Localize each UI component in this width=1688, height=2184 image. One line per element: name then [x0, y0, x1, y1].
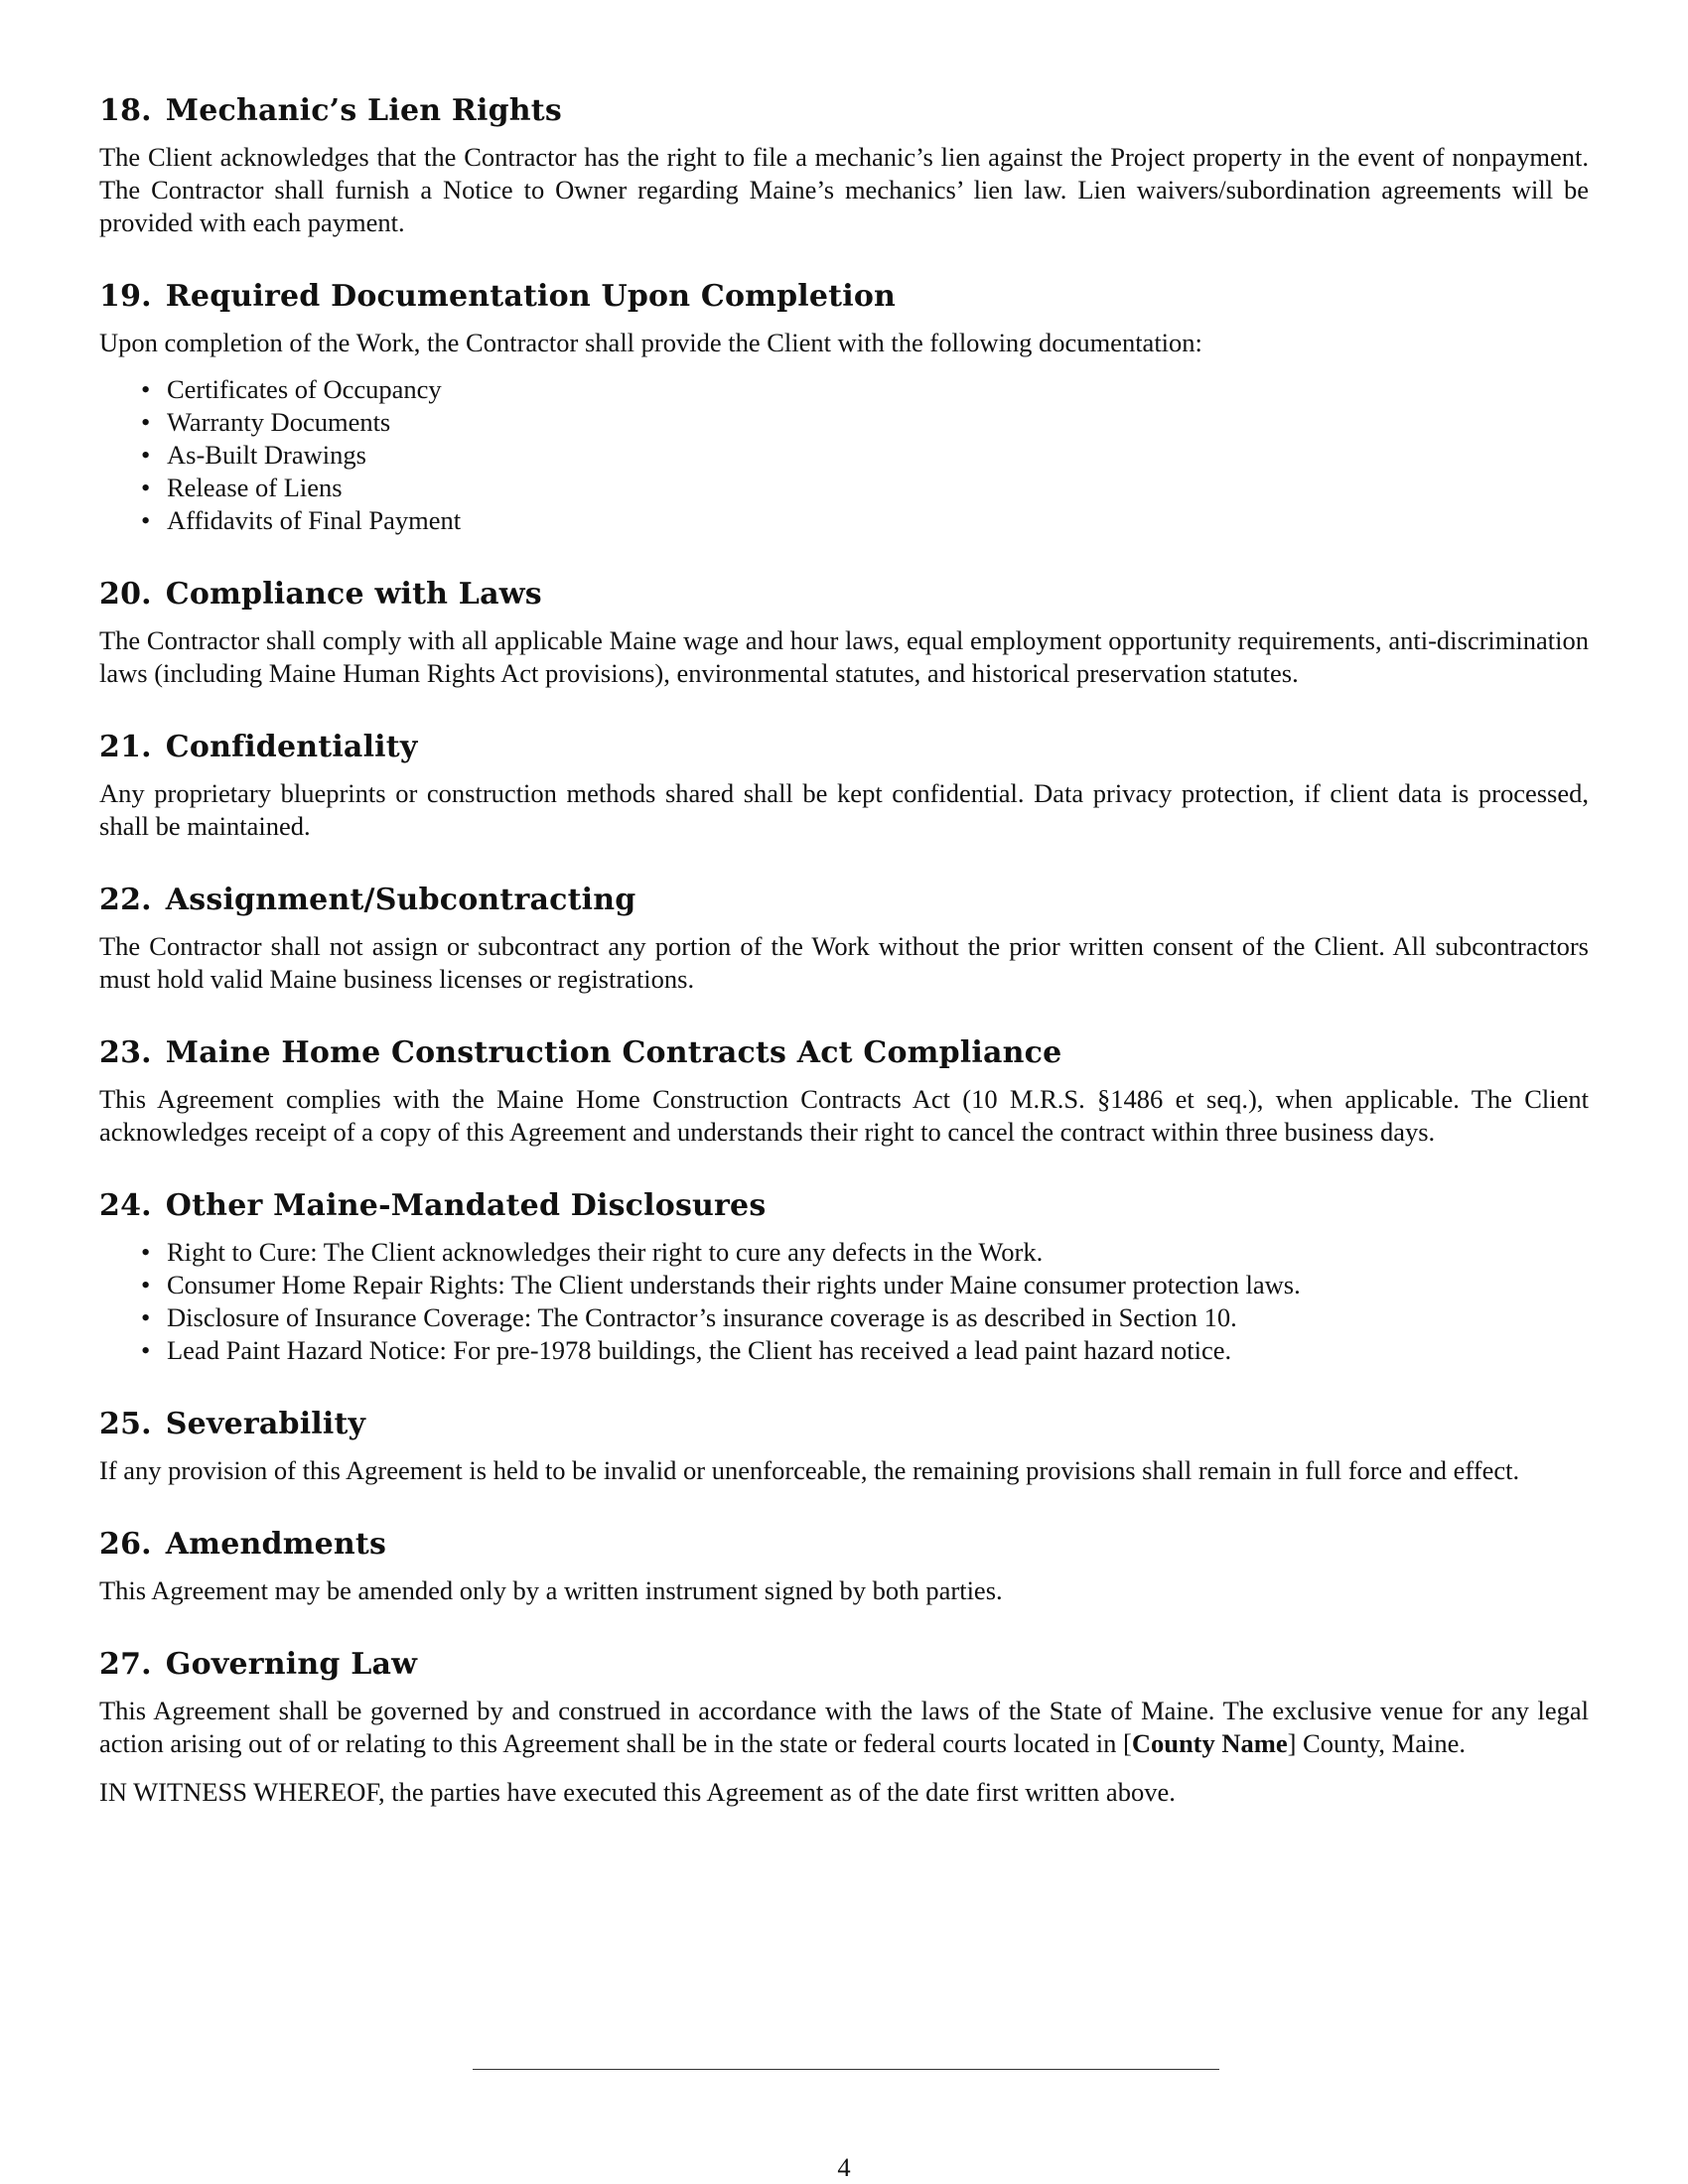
section-number: 27.: [99, 1647, 152, 1682]
section-paragraph: Any proprietary blueprints or construction methods shared shall be kept confidential. Data privacy protection, if client data is processed, shall be maintained.: [99, 778, 1589, 841]
section-25-severability: [99, 1405, 1589, 1487]
section-26-amendments: [99, 1525, 1589, 1607]
list-item: • Right to Cure: The Client acknowledges their right to cure any defects in the Work.: [167, 1236, 1589, 1269]
section-20-compliance-with-laws: [99, 575, 1589, 690]
section-heading: [99, 1525, 1589, 1565]
section-number: 22.: [99, 883, 152, 917]
section-18-mechanics-lien-rights: [99, 91, 1589, 239]
section-number: 19.: [99, 279, 152, 314]
section-title: Severability: [165, 1407, 366, 1441]
section-paragraph: The Contractor shall not assign or subcontract any portion of the Work without the prior written consent of the Client. All subcontractors must hold valid Maine business licenses or registrations.: [99, 931, 1589, 994]
documentation-list: [99, 373, 1589, 537]
section-heading: [99, 1186, 1589, 1226]
section-paragraph: This Agreement complies with the Maine Home Construction Contracts Act (10 M.R.S. §1486 et seq.), when applicable. The Client acknowledges receipt of a copy of this Agreement and understands their right to cancel the contract within three business days.: [99, 1084, 1589, 1147]
section-number: 20.: [99, 577, 152, 612]
disclosures-list: [99, 1236, 1589, 1367]
section-title: Governing Law: [165, 1647, 418, 1682]
section-heading: [99, 1405, 1589, 1444]
section-heading: [99, 728, 1589, 767]
section-title: Assignment/Subcontracting: [165, 883, 636, 917]
signature-line: [473, 2069, 1219, 2070]
section-21-confidentiality: [99, 728, 1589, 843]
page-number: 4: [837, 2152, 851, 2182]
section-paragraph: The Client acknowledges that the Contractor has the right to file a mechanic’s lien against the Project property in the event of nonpayment. The Contractor shall furnish a Notice to Owner regarding Maine’s mechanics’ lien law. Lien waivers/subordination agreements will be provided with each payment.: [99, 142, 1589, 237]
section-heading: [99, 277, 1589, 317]
section-title: Confidentiality: [165, 730, 418, 764]
section-title: Amendments: [165, 1527, 387, 1562]
section-heading: [99, 1033, 1589, 1073]
section-number: 23.: [99, 1035, 152, 1070]
section-heading: [99, 91, 1589, 131]
section-paragraph: This Agreement may be amended only by a written instrument signed by both parties.: [99, 1575, 1003, 1605]
section-title: Maine Home Construction Contracts Act Compliance: [165, 1035, 1062, 1070]
section-paragraph: If any provision of this Agreement is held to be invalid or unenforceable, the remaining provisions shall remain in full force and effect.: [99, 1455, 1520, 1485]
section-number: 24.: [99, 1188, 152, 1223]
section-23-home-construction-contracts-act: [99, 1033, 1589, 1149]
list-item: • As-Built Drawings: [167, 439, 1589, 472]
list-item: • Warranty Documents: [167, 406, 1589, 439]
document-page: [99, 91, 1589, 1809]
county-name-placeholder: County Name: [1131, 1728, 1288, 1758]
list-item: • Disclosure of Insurance Coverage: The Contractor’s insurance coverage is as described in Section 10.: [167, 1301, 1589, 1334]
list-item: • Affidavits of Final Payment: [167, 504, 1589, 537]
section-heading: [99, 575, 1589, 614]
section-title: Other Maine-Mandated Disclosures: [165, 1188, 767, 1223]
section-title: Mechanic’s Lien Rights: [165, 93, 562, 128]
section-number: 21.: [99, 730, 152, 764]
section-title: Required Documentation Upon Completion: [165, 279, 897, 314]
section-number: 25.: [99, 1407, 152, 1441]
paragraph-text: This Agreement shall be governed by and construed in accordance with the laws of the State of Maine. The exclusive venue for any legal action arising out of or relating to this Agreement shall be in the state or federal courts located in [: [99, 1696, 1589, 1758]
paragraph-text: ] County, Maine.: [1287, 1728, 1466, 1758]
section-19-required-documentation: [99, 277, 1589, 537]
section-number: 18.: [99, 93, 152, 128]
section-paragraph: Upon completion of the Work, the Contractor shall provide the Client with the following documentation:: [99, 328, 1202, 357]
list-item: • Consumer Home Repair Rights: The Client understands their rights under Maine consumer protection laws.: [167, 1269, 1589, 1301]
section-number: 26.: [99, 1527, 152, 1562]
witness-statement: IN WITNESS WHEREOF, the parties have executed this Agreement as of the date first written above.: [99, 1777, 1176, 1807]
section-heading: [99, 881, 1589, 920]
section-paragraph: The Contractor shall comply with all applicable Maine wage and hour laws, equal employment opportunity requirements, anti-discrimination laws (including Maine Human Rights Act provisions), environmental statutes, and historical preservation statutes.: [99, 625, 1589, 688]
list-item: • Release of Liens: [167, 472, 1589, 504]
list-item: • Certificates of Occupancy: [167, 373, 1589, 406]
section-paragraph: [99, 1695, 1589, 1760]
section-title: Compliance with Laws: [165, 577, 542, 612]
section-heading: [99, 1645, 1589, 1685]
section-27-governing-law: [99, 1645, 1589, 1809]
section-24-maine-mandated-disclosures: [99, 1186, 1589, 1367]
list-item: • Lead Paint Hazard Notice: For pre-1978 buildings, the Client has received a lead paint hazard notice.: [167, 1334, 1589, 1367]
section-22-assignment-subcontracting: [99, 881, 1589, 996]
